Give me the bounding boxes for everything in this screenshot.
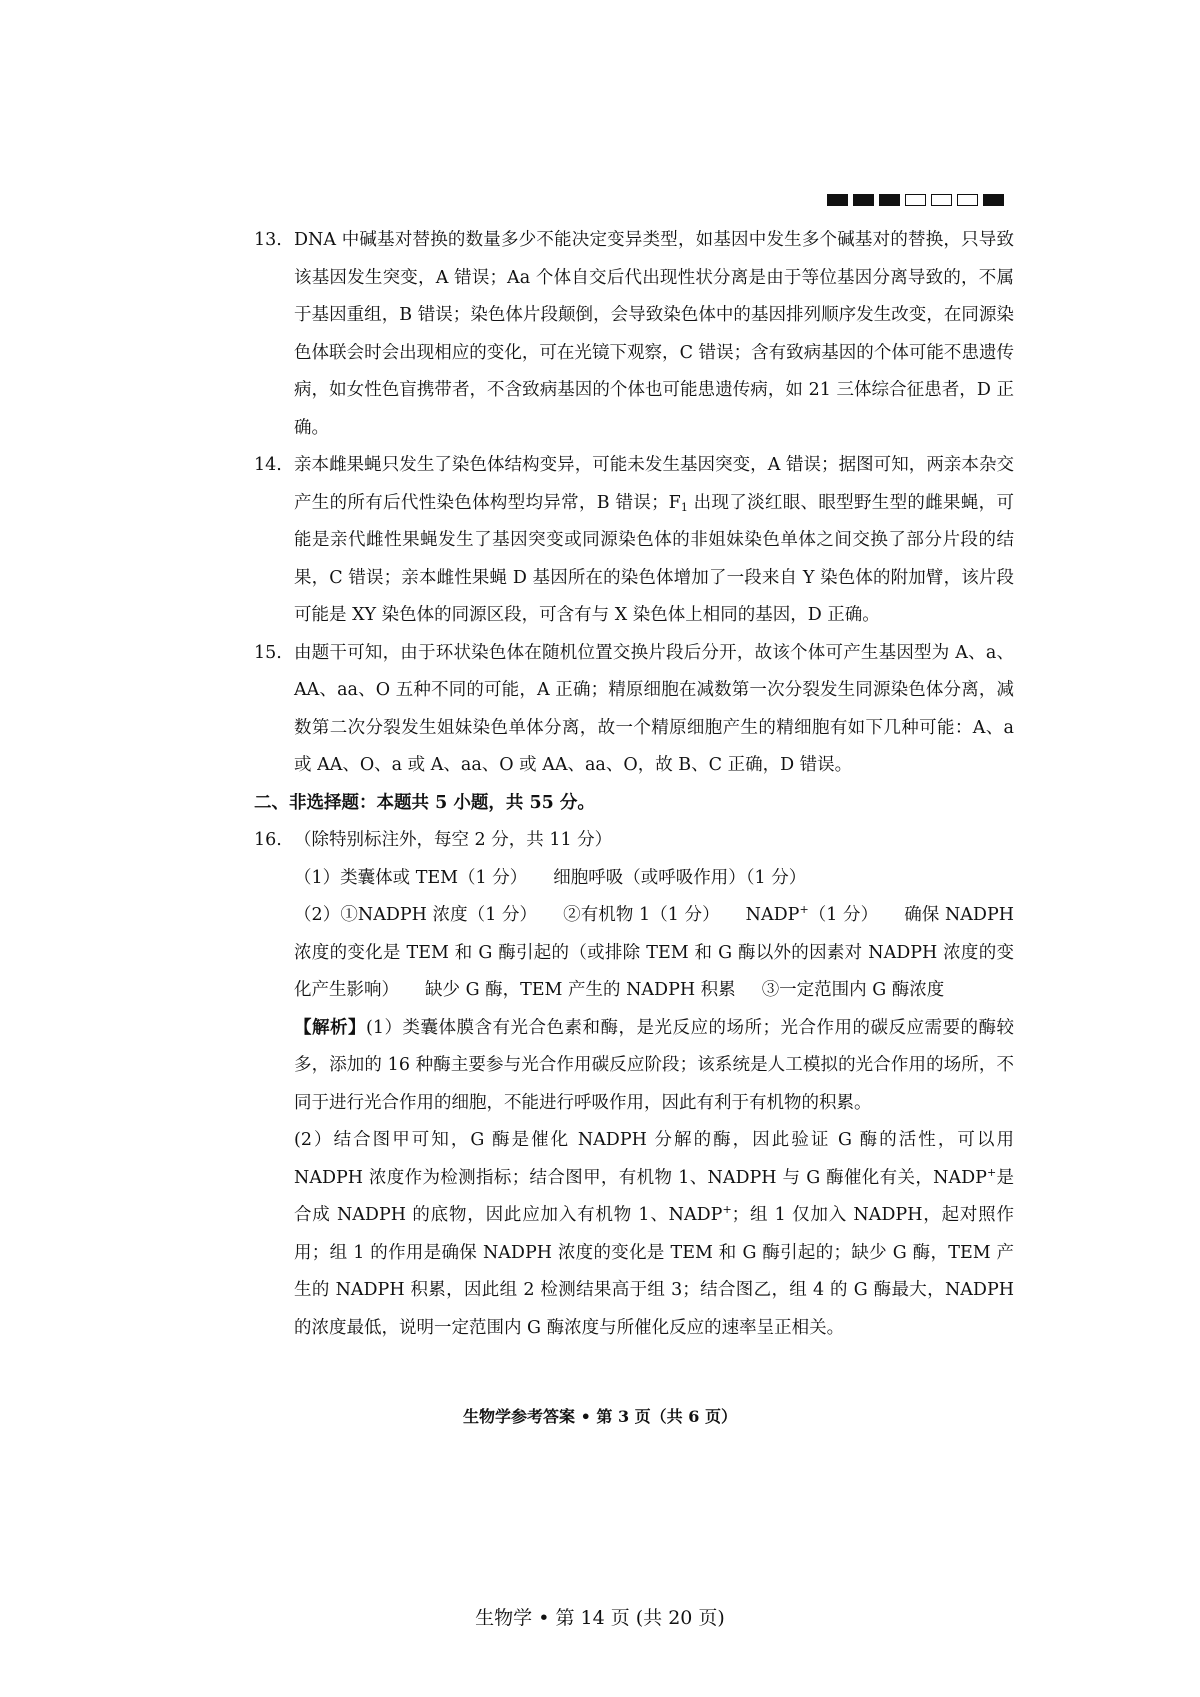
marker-square	[983, 194, 1004, 206]
section-heading: 二、非选择题：本题共 5 小题，共 55 分。	[254, 792, 595, 813]
superscript: +	[799, 903, 809, 916]
answer-text: ③一定范围内 G 酶浓度	[761, 980, 945, 1000]
answer-text: （1 分）	[808, 905, 879, 925]
answer-text: 缺少 G 酶，TEM 产生的 NADPH 积累	[425, 980, 736, 1000]
answer-16	[254, 822, 1014, 860]
question-number: 13.	[254, 230, 282, 250]
answer-16-part1	[254, 860, 1014, 898]
answer-text: 细胞呼吸（或呼吸作用）（1 分）	[553, 867, 807, 888]
answer-14	[254, 447, 1014, 635]
marker-square	[905, 194, 926, 206]
analysis-text: (1）类囊体膜含有光合色素和酶，是光反应的场所；光合作用的碳反应需要的酶较多，添加的 16 种酶主要参与光合作用碳反应阶段；该系统是人工模拟的光合作用的场所，不同于进行光合作用的细胞，不能进行呼吸作用，因此有利于有机物的积累。	[294, 1017, 1015, 1113]
analysis-label: 【解析】	[294, 1017, 367, 1038]
answer-text: DNA 中碱基对替换的数量多少不能决定变异类型，如基因中发生多个碱基对的替换，只导致该基因发生突变，A 错误；Aa 个体自交后代出现性状分离是由于等位基因分离导致的，不属于基因重组，B 错误；染色体片段颠倒，会导致染色体中的基因排列顺序发生改变，在同源染色体联会时会出现相应的变化，可在光镜下观察，C 错误；含有致病基因的个体可能不患遗传病，如女性色盲携带者，不含致病基因的个体也可能患遗传病，如 21 三体综合征患者，D 正确。	[294, 230, 1014, 438]
page-marker-squares	[827, 194, 1004, 206]
answer-text: （1）类囊体或 TEM（1 分）	[294, 867, 528, 888]
answer-text: 亲本雌果蝇只发生了染色体结构变异，可能未发生基因突变，A 错误；据图可知，两亲本杂交产生的所有后代性染色体构型均异常，B 错误；F	[294, 455, 1014, 513]
question-number: 15.	[254, 642, 282, 663]
answer-text: NADP	[745, 905, 800, 925]
answer-text: 由题干可知，由于环状染色体在随机位置交换片段后分开，故该个体可产生基因型为 A、a、AA、aa、O 五种不同的可能，A 正确；精原细胞在减数第一次分裂发生同源染色体分离，减数第二次分裂发生姐妹染色单体分离，故一个精原细胞产生的精细胞有如下几种可能：A、a 或 AA、O、a 或 A、aa、O 或 AA、aa、O，故 B、C 正确，D 错误。	[294, 642, 1014, 775]
marker-square	[931, 194, 952, 206]
answer-16-part2	[254, 897, 1014, 1010]
marker-square	[853, 194, 874, 206]
superscript: +	[722, 1203, 732, 1216]
answer-13	[254, 222, 1014, 447]
answer-content	[254, 222, 1014, 1347]
analysis-part1	[254, 1010, 1014, 1123]
marker-square	[957, 194, 978, 206]
marker-square	[879, 194, 900, 206]
subscript: 1	[680, 500, 688, 514]
analysis-text: ；组 1 仅加入 NADPH，起对照作用；组 1 的作用是确保 NADPH 浓度的变化是 TEM 和 G 酶引起的；缺少 G 酶，TEM 产生的 NADPH 积累，因此组 2 检测结果高于组 3；结合图乙，组 4 的 G 酶最大，NADPH 的浓度最低，说明一定范围内 G 酶浓度与所催化反应的速率呈正相关。	[294, 1205, 1014, 1338]
inner-page-footer: 生物学参考答案 • 第 3 页（共 6 页）	[463, 1407, 737, 1426]
question-number: 16.	[254, 830, 282, 850]
analysis-text: 是合成 NADPH 的底物，因此应加入有机物 1、NADP	[294, 1167, 1015, 1225]
scoring-note: （除特别标注外，每空 2 分，共 11 分）	[294, 830, 613, 850]
analysis-part2	[254, 1122, 1014, 1347]
answer-text: 出现了淡红眼、眼型野生型的雌果蝇，可能是亲代雌性果蝇发生了基因突变或同源染色体的非姐妹染色单体之间交换了部分片段的结果，C 错误；亲本雌性果蝇 D 基因所在的染色体增加了一段来自 Y 染色体的附加臂，该片段可能是 XY 染色体的同源区段，可含有与 X 染色体上相同的基因，D 正确。	[294, 492, 1014, 625]
marker-square	[827, 194, 848, 206]
answer-15	[254, 635, 1014, 785]
answer-text: ②有机物 1（1 分）	[563, 905, 720, 925]
answer-text: 确保 NADPH 浓度的变化是 TEM 和 G 酶引起的（或排除 TEM 和 G 酶以外的因素对 NADPH 浓度的变化产生影响）	[294, 905, 1014, 1000]
outer-page-footer: 生物学 • 第 14 页 (共 20 页)	[475, 1607, 725, 1629]
question-number: 14.	[254, 455, 282, 475]
analysis-text: (2）结合图甲可知，G 酶是催化 NADPH 分解的酶，因此验证 G 酶的活性，可以用 NADPH 浓度作为检测指标；结合图甲，有机物 1、NADPH 与 G 酶催化有关，NADP	[294, 1130, 1014, 1188]
answer-text: （2）①NADPH 浓度（1 分）	[294, 905, 538, 925]
superscript: +	[986, 1165, 997, 1179]
